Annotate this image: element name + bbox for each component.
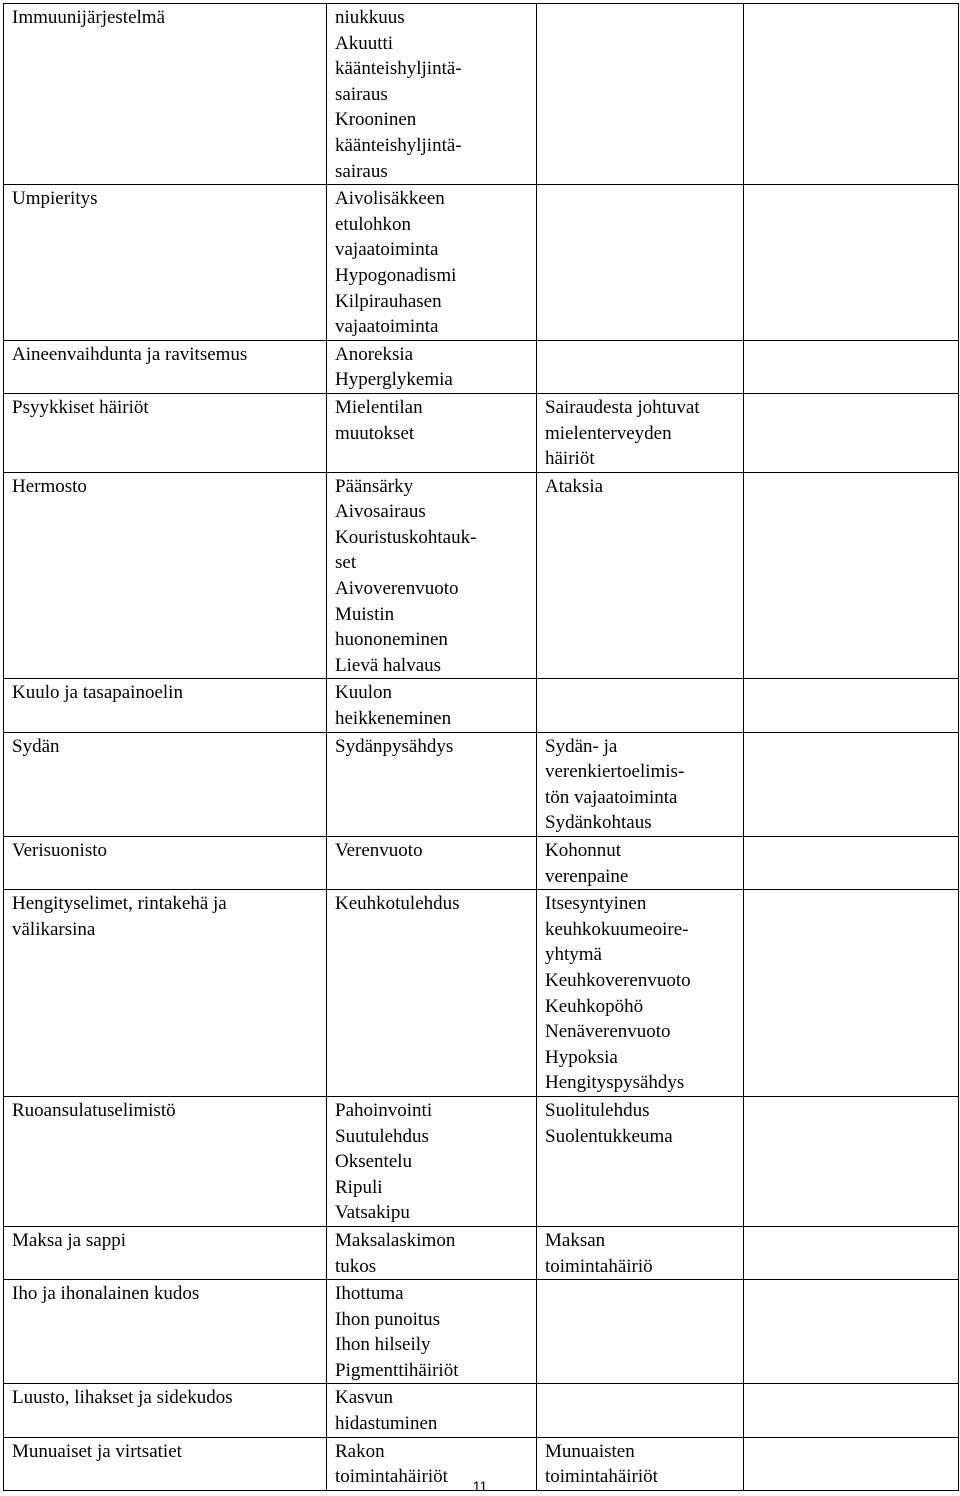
extra-cell bbox=[744, 393, 959, 472]
table-body bbox=[4, 4, 959, 1491]
other-effects-cell: Munuaisten toimintahäiriöt bbox=[537, 1437, 744, 1490]
other-effects-cell: Sydän- ja verenkiertoelimis- tön vajaatoiminta Sydänkohtaus bbox=[537, 732, 744, 836]
organ-cell: Luusto, lihakset ja sidekudos bbox=[4, 1384, 327, 1437]
extra-cell bbox=[744, 185, 959, 341]
organ-cell: Iho ja ihonalainen kudos bbox=[4, 1280, 327, 1384]
other-effects-cell bbox=[537, 4, 744, 185]
table-row bbox=[4, 1384, 959, 1437]
other-effects-cell: Kohonnut verenpaine bbox=[537, 837, 744, 890]
common-effects-cell: Anoreksia Hyperglykemia bbox=[327, 340, 537, 393]
table-row bbox=[4, 837, 959, 890]
common-effects-cell: Mielentilan muutokset bbox=[327, 393, 537, 472]
extra-cell bbox=[744, 679, 959, 732]
table-row bbox=[4, 1280, 959, 1384]
extra-cell bbox=[744, 4, 959, 185]
organ-cell: Maksa ja sappi bbox=[4, 1226, 327, 1279]
other-effects-cell: Sairaudesta johtuvat mielenterveyden häiriöt bbox=[537, 393, 744, 472]
extra-cell bbox=[744, 1096, 959, 1226]
common-effects-cell: Aivolisäkkeen etulohkon vajaatoiminta Hypogonadismi Kilpirauhasen vajaatoiminta bbox=[327, 185, 537, 341]
organ-cell: Ruoansulatuselimistö bbox=[4, 1096, 327, 1226]
other-effects-cell bbox=[537, 1384, 744, 1437]
common-effects-cell: Kasvun hidastuminen bbox=[327, 1384, 537, 1437]
extra-cell bbox=[744, 1280, 959, 1384]
other-effects-cell bbox=[537, 1280, 744, 1384]
other-effects-cell: Maksan toimintahäiriö bbox=[537, 1226, 744, 1279]
table-row bbox=[4, 340, 959, 393]
common-effects-cell: Kuulon heikkeneminen bbox=[327, 679, 537, 732]
organ-cell: Munuaiset ja virtsatiet bbox=[4, 1437, 327, 1490]
page-number: 11 bbox=[472, 1478, 488, 1494]
other-effects-cell: Itsesyntyinen keuhkokuumeoire- yhtymä Keuhkoverenvuoto Keuhkopöhö Nenäverenvuoto Hypoksia Hengityspysähdys bbox=[537, 890, 744, 1097]
extra-cell bbox=[744, 890, 959, 1097]
common-effects-cell: Verenvuoto bbox=[327, 837, 537, 890]
common-effects-cell: Keuhkotulehdus bbox=[327, 890, 537, 1097]
table-row bbox=[4, 185, 959, 341]
table-row bbox=[4, 393, 959, 472]
common-effects-cell: Ihottuma Ihon punoitus Ihon hilseily Pigmenttihäiriöt bbox=[327, 1280, 537, 1384]
organ-cell: Sydän bbox=[4, 732, 327, 836]
other-effects-cell bbox=[537, 340, 744, 393]
organ-cell: Immuunijärjestelmä bbox=[4, 4, 327, 185]
organ-cell: Hengityselimet, rintakehä ja välikarsina bbox=[4, 890, 327, 1097]
extra-cell bbox=[744, 340, 959, 393]
common-effects-cell: Rakon toimintahäiriöt bbox=[327, 1437, 537, 1490]
table-row bbox=[4, 890, 959, 1097]
extra-cell bbox=[744, 732, 959, 836]
table-row bbox=[4, 732, 959, 836]
organ-cell: Aineenvaihdunta ja ravitsemus bbox=[4, 340, 327, 393]
table-row bbox=[4, 1226, 959, 1279]
common-effects-cell: Pahoinvointi Suutulehdus Oksentelu Ripuli Vatsakipu bbox=[327, 1096, 537, 1226]
common-effects-cell: Maksalaskimon tukos bbox=[327, 1226, 537, 1279]
organ-cell: Verisuonisto bbox=[4, 837, 327, 890]
table-row bbox=[4, 1096, 959, 1226]
organ-cell: Umpieritys bbox=[4, 185, 327, 341]
common-effects-cell: Sydänpysähdys bbox=[327, 732, 537, 836]
other-effects-cell: Ataksia bbox=[537, 472, 744, 679]
table-row bbox=[4, 679, 959, 732]
organ-cell: Psyykkiset häiriöt bbox=[4, 393, 327, 472]
table-row bbox=[4, 4, 959, 185]
extra-cell bbox=[744, 1226, 959, 1279]
organ-cell: Kuulo ja tasapainoelin bbox=[4, 679, 327, 732]
organ-cell: Hermosto bbox=[4, 472, 327, 679]
common-effects-cell: Päänsärky Aivosairaus Kouristuskohtauk- set Aivoverenvuoto Muistin huononeminen Lievä halvaus bbox=[327, 472, 537, 679]
extra-cell bbox=[744, 837, 959, 890]
extra-cell bbox=[744, 472, 959, 679]
other-effects-cell: Suolitulehdus Suolentukkeuma bbox=[537, 1096, 744, 1226]
other-effects-cell bbox=[537, 185, 744, 341]
adverse-effects-table bbox=[3, 3, 959, 1491]
table-row bbox=[4, 472, 959, 679]
extra-cell bbox=[744, 1384, 959, 1437]
common-effects-cell: niukkuus Akuutti käänteishyljintä- sairaus Krooninen käänteishyljintä- sairaus bbox=[327, 4, 537, 185]
other-effects-cell bbox=[537, 679, 744, 732]
